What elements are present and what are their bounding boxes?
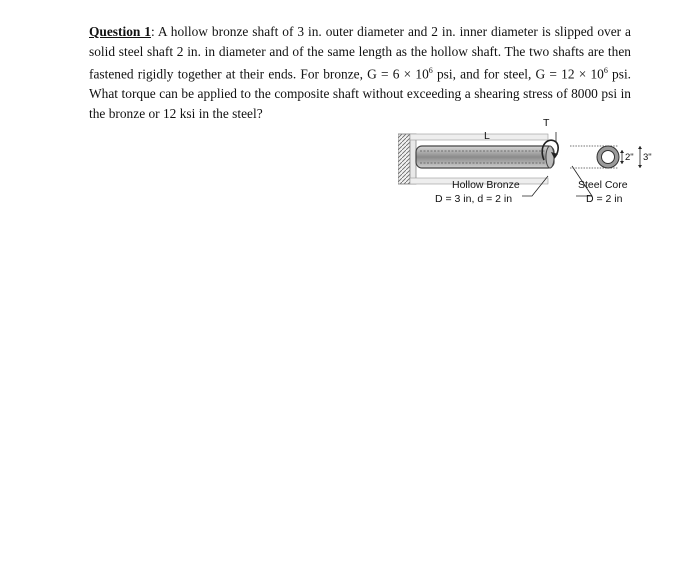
length-label: L: [484, 130, 490, 142]
exponent-bronze: 6: [428, 66, 433, 76]
steel-name-label: Steel Core: [578, 179, 628, 191]
exponent-steel: 6: [603, 66, 608, 76]
question-label: Question 1: [89, 24, 151, 39]
question-text-part-1: : A hollow bronze shaft of 3 in. outer diameter and 2 in. inner diameter is slipped over a solid steel shaft 2 in. in diameter and of the same length as the hollow shaft. The two shafts are then fastened rigidly together at their ends. For bronze, G = 6 × 10: [89, 24, 631, 82]
question-paragraph: [89, 22, 631, 123]
steel-dims-label: D = 2 in: [586, 193, 623, 205]
inner-diameter-label: 2": [625, 152, 634, 163]
question-text-part-3: psi. What torque can be applied to the composite shaft without exceeding a shearing stress of 8000 psi in the bronze or 12 ksi in the steel?: [89, 66, 632, 121]
question-text-part-2: psi, and for steel, G = 12 × 10: [432, 66, 604, 82]
torque-label: T: [543, 117, 550, 129]
outer-diameter-label: 3": [643, 152, 652, 163]
composite-shaft-figure: [398, 114, 660, 214]
bronze-name-label: Hollow Bronze: [452, 179, 520, 191]
bronze-dims-label: D = 3 in, d = 2 in: [435, 193, 513, 205]
composite-shaft: [416, 146, 554, 168]
